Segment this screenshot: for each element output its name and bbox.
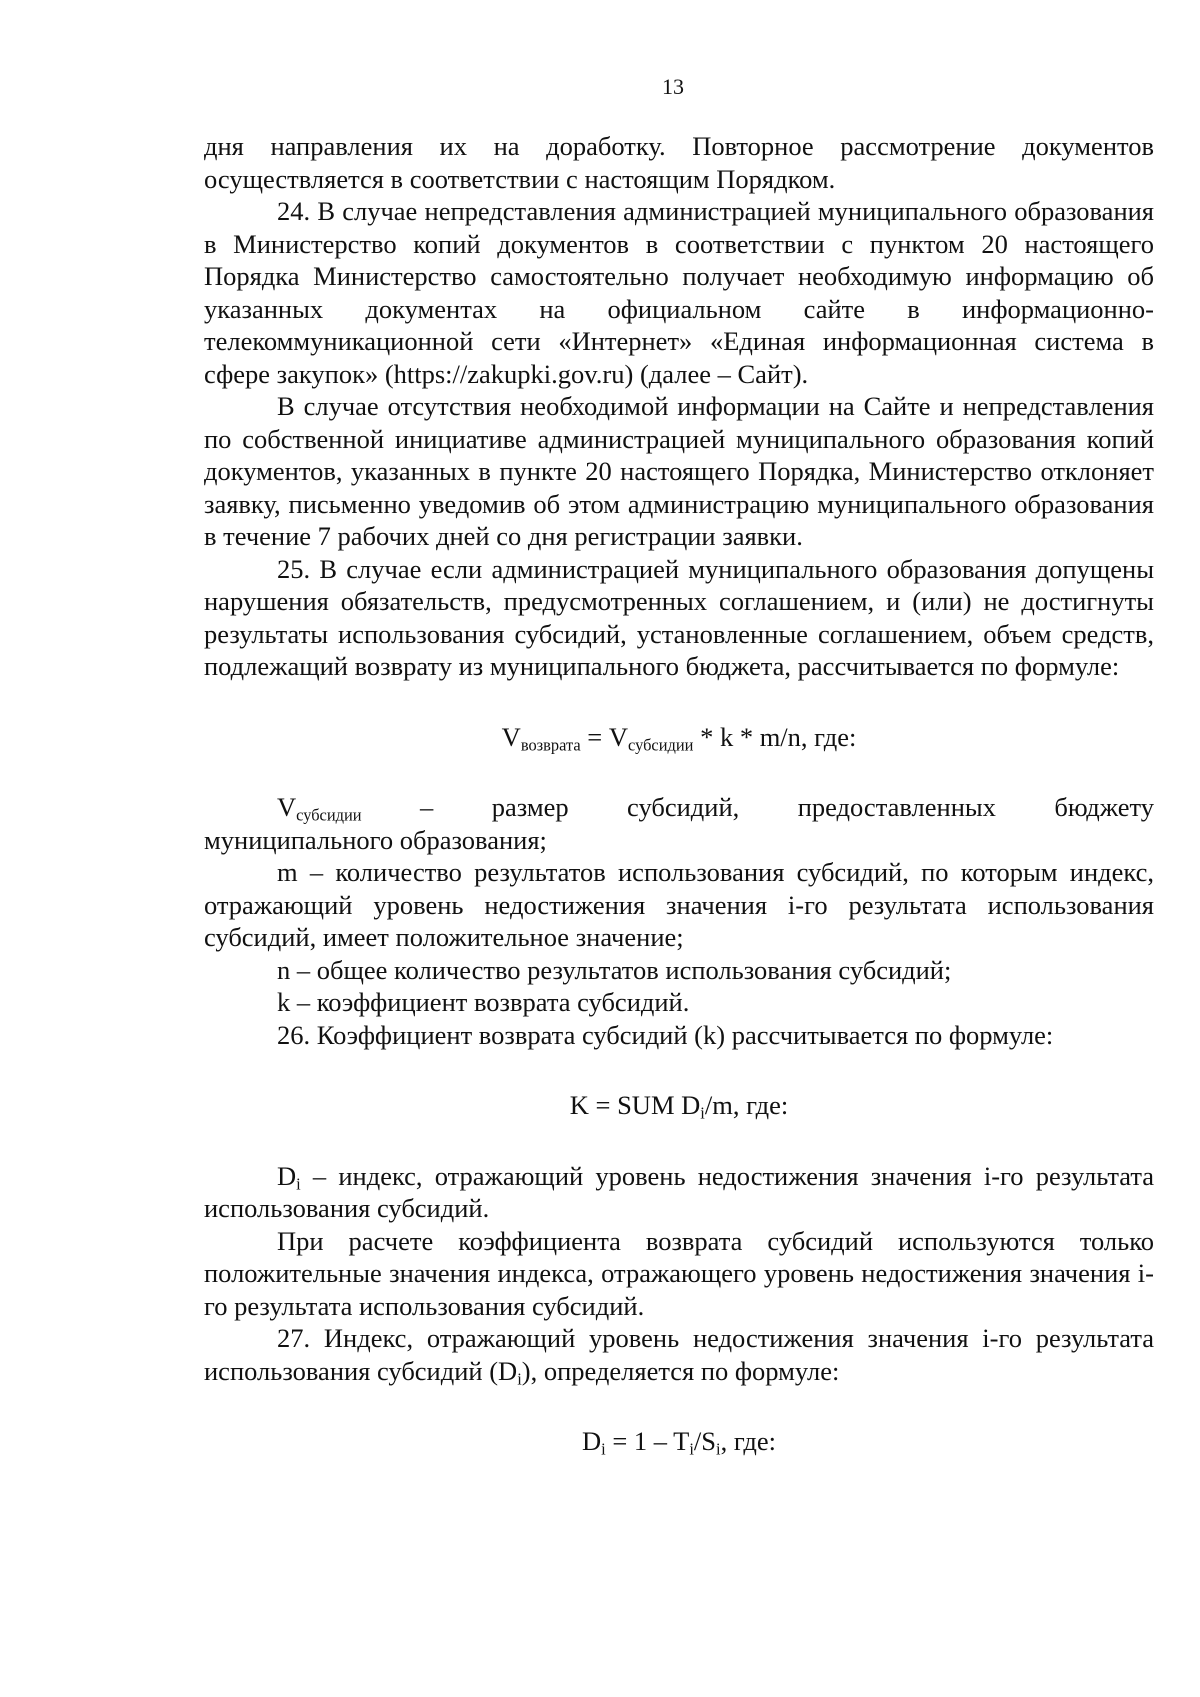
formula-coefficient: K = SUM $D_i/m$, где:: [569, 1090, 789, 1123]
definition-v-subsidy-cont: муниципального образования;: [204, 824, 547, 855]
definition-di: $D_i$ – индекс, отражающий уровень недостижения значения i-го результата использования субсидий.: [204, 1160, 1154, 1223]
definition-k: k – коэффициент возврата субсидий.: [277, 987, 690, 1017]
formula-index: $D_i = 1 - T_i/S_i$, где:: [581, 1426, 777, 1459]
paragraph-26: 26. Коэффициент возврата субсидий (k) рассчитывается по формуле:: [277, 1019, 1054, 1050]
definition-m: m – количество результатов использования субсидий, по которым индекс, отражающий уровень недостижения значения i-го результата использования субсидий, имеет положительное значение;: [204, 857, 1154, 952]
paragraph-24-second: В случае отсутствия необходимой информации на Сайте и непредставления по собственной инициативе администрацией муниципального образования копий документов, указанных в пункте 20 настоящего Порядка, Министерство отклоняет заявку, письменно уведомив об этом администрацию муниципального образования в течение 7 рабочих дней со дня регистрации заявки.: [204, 391, 1154, 551]
formula-return-volume: $V_{возврата} = V_{субсидии} * k * m/n$, где:: [501, 721, 857, 755]
paragraph-continuation: дня направления их на доработку. Повторное рассмотрение документов осуществляется в соответствии с настоящим Порядком.: [204, 131, 1154, 194]
paragraph-27: 27. Индекс, отражающий уровень недостижения значения i-го результата использования субсидий $(D_i)$, определяется по формуле:: [204, 1323, 1154, 1389]
definition-n: n – общее количество результатов использования субсидий;: [277, 954, 952, 985]
paragraph-24: 24. В случае непредставления администрацией муниципального образования в Министерство копий документов в соответствии с пунктом 20 настоящего Порядка Министерство самостоятельно получает необходимую информацию об указанных документах на официальном сайте в информационно-телекоммуникационной сети «Интернет» «Единая информационная система в сфере закупок» (https://zakupki.gov.ru) (далее – Сайт).: [204, 196, 1154, 389]
paragraph-positive-values: При расчете коэффициента возврата субсидий используются только положительные значения индекса, отражающего уровень недостижения значения i-го результата использования субсидий.: [204, 1225, 1154, 1321]
paragraph-25: 25. В случае если администрацией муниципального образования допущены нарушения обязательств, предусмотренных соглашением, и (или) не достигнуты результаты использования субсидий, установленные соглашением, объем средств, подлежащий возврату из муниципального бюджета, рассчитывается по формуле:: [204, 553, 1154, 681]
page-number: 13: [662, 74, 684, 99]
document-body: [204, 130, 1154, 1458]
definition-v-subsidy: $V_{субсидии}$ – размер субсидий, предоставленных бюджету: [277, 792, 1154, 825]
